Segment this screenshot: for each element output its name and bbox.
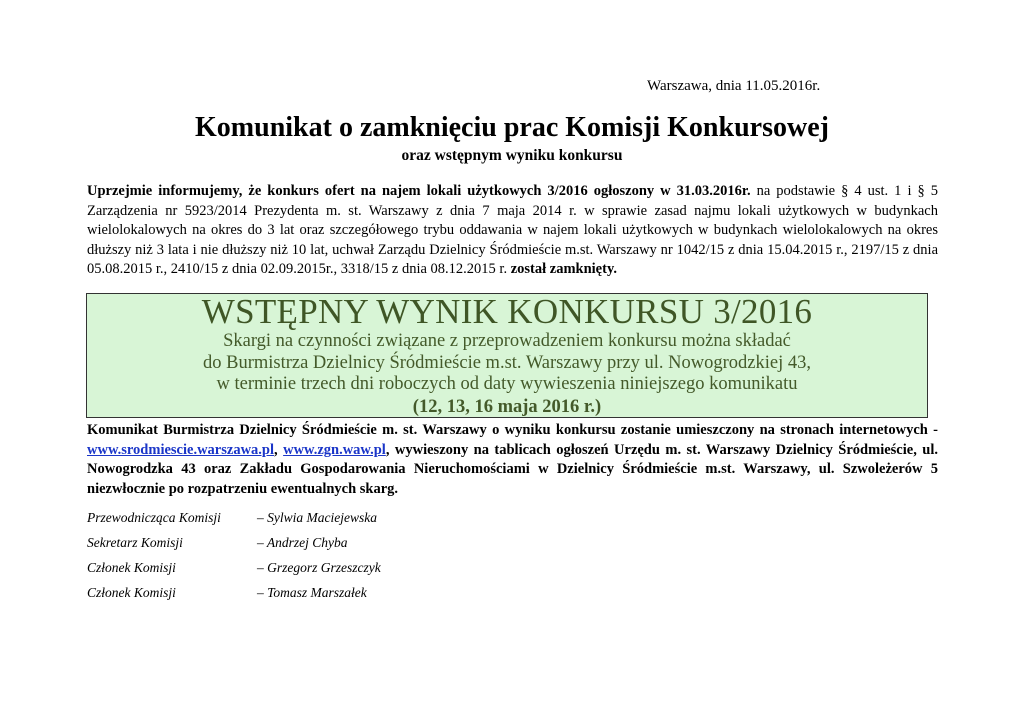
result-line-2: do Burmistrza Dzielnicy Śródmieście m.st. Warszawy przy ul. Nowogrodzkiej 43,: [202, 352, 812, 373]
committee-role: Członek Komisji: [87, 560, 176, 575]
intro-bold-text: Uprzejmie informujemy, że konkurs ofert na najem lokali użytkowych 3/2016 ogłoszony w 31.03.2016r.: [87, 183, 751, 199]
result-line-3: w terminie trzech dni roboczych od daty wywieszenia niniejszego komunikatu: [216, 374, 798, 394]
result-dates: (12, 13, 16 maja 2016 r.): [412, 396, 602, 417]
outro-text-1: Komunikat Burmistrza Dzielnicy Śródmieście m. st. Warszawy o wyniku konkursu zostanie umieszczony na stronach internetowych -: [87, 422, 938, 438]
document-date: Warszawa, dnia 11.05.2016r.: [647, 78, 821, 94]
result-line-1: Skargi na czynności związane z przeprowadzeniem konkursu można składać: [223, 331, 791, 351]
result-box: [86, 293, 928, 418]
zgn-link[interactable]: www.zgn.waw.pl: [283, 441, 386, 458]
document-title: Komunikat o zamknięciu prac Komisji Konkursowej: [195, 112, 829, 143]
committee-role: Sekretarz Komisji: [87, 535, 183, 550]
outro-separator: ,: [274, 441, 284, 458]
committee-row: [87, 585, 381, 610]
outro-paragraph: [87, 421, 938, 499]
committee-member: – Tomasz Marszałek: [257, 585, 367, 600]
intro-closing-text: został zamknięty.: [510, 261, 618, 277]
committee-role: Przewodnicząca Komisji: [87, 510, 221, 525]
committee-member: – Grzegorz Grzeszczyk: [257, 560, 381, 575]
result-title: WSTĘPNY WYNIK KONKURSU 3/2016: [201, 292, 813, 331]
document-subtitle: oraz wstępnym wyniku konkursu: [401, 147, 623, 164]
outro-text-2: , wywieszony na tablicach ogłoszeń Urzędu m. st. Warszawy Dzielnicy Śródmieście, ul. Nowogrodzka 43 oraz Zakładu Gospodarowania Nieruchomościami w Dzielnicy Śródmieście m.st. Warszawy, ul. Szwoleżerów 5 niezwłocznie po rozpatrzeniu ewentualnych skarg.: [87, 441, 938, 497]
committee-list: [87, 510, 381, 610]
committee-row: [87, 560, 381, 585]
srodmiescie-link[interactable]: www.srodmiescie.warszawa.pl: [87, 441, 275, 458]
committee-role: Członek Komisji: [87, 585, 176, 600]
committee-member: – Andrzej Chyba: [257, 535, 348, 550]
intro-text: na podstawie § 4 ust. 1 i § 5 Zarządzenia nr 5923/2014 Prezydenta m. st. Warszawy z dnia 7 maja 2014 r. w sprawie zasad najmu lokali użytkowych w budynkach wielolokalowych na okres do 3 lat oraz szczegółowego trybu oddawania w najem lokali użytkowych w budynkach wielolokalowych na okres dłuższy niż 3 lata i nie dłuższy niż 10 lat, uchwał Zarządu Dzielnicy Śródmieście m.st. Warszawy nr 1042/15 z dnia 15.04.2015 r., 2197/15 z dnia 05.08.2015 r., 2410/15 z dnia 02.09.2015r., 3318/15 z dnia 08.12.2015 r.: [87, 183, 938, 277]
intro-paragraph: [87, 182, 938, 280]
committee-row: [87, 510, 381, 535]
committee-member: – Sylwia Maciejewska: [257, 510, 377, 525]
committee-row: [87, 535, 381, 560]
